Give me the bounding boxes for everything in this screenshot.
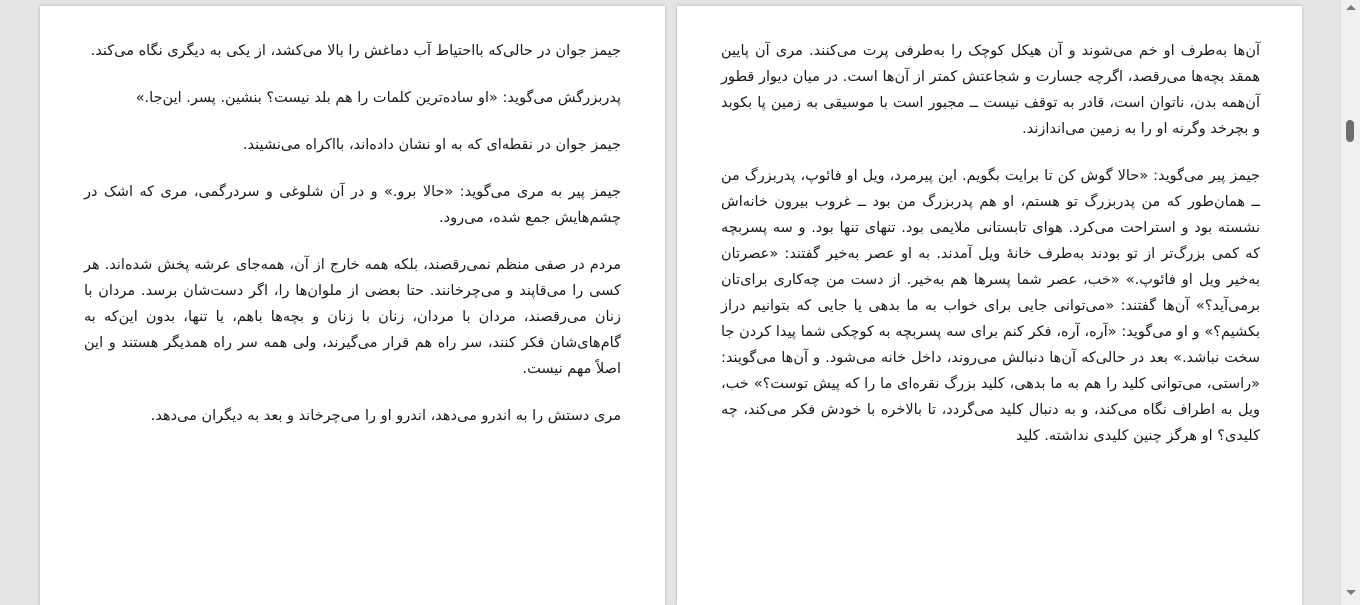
paragraph: جیمز جوان در حالی‌که بااحتیاط آب دماغش را بالا می‌کشد، از یکی به دیگری نگاه می‌کند.: [90, 43, 621, 59]
scrollbar-thumb[interactable]: [1346, 120, 1354, 142]
page-left: [40, 6, 665, 605]
page-right-text: [721, 38, 1260, 470]
paragraph: جیمز پیر به مری می‌گوید: «حالا برو.» و در آن شلوغی و سردرگمی، مری که اشک در چشم‌هایش جمع شده، می‌رود.: [84, 184, 621, 226]
scroll-down-arrow-icon[interactable]: [1346, 590, 1356, 595]
page-left-text: [84, 38, 621, 450]
paragraph: پدربزرگش می‌گوید: «او ساده‌ترین کلمات را هم بلد نیست؟ بنشین. پسر. این‌جا.»: [135, 90, 621, 106]
scroll-up-arrow-icon[interactable]: [1346, 5, 1356, 10]
paragraph: مری دستش را به اندرو می‌دهد، اندرو او را می‌چرخاند و بعد به دیگران می‌دهد.: [150, 408, 621, 424]
paragraph: جیمز جوان در نقطه‌ای که به او نشان داده‌اند، بااکراه می‌نشیند.: [242, 137, 621, 153]
paragraph: مردم در صفی منظم نمی‌رقصند، بلکه همه خارج از آن، همه‌جای عرشه پخش شده‌اند. هر کسی را می‌قاپند و می‌چرخانند. حتا بعضی از ملوان‌ها را، اگر دست‌شان برسد. مردان با زنان می‌رقصند، مردان با مردان، زنان با زنان و بچه‌ها باهم، یا تنها، بدون این‌که به گام‌های‌شان فکر کنند، سر راه هم قرار می‌گیرند، ولی همه سر راه همدیگر هستند و این اصلاً مهم نیست.: [84, 257, 621, 377]
paragraph: جیمز پیر می‌گوید: «حالا گوش کن تا برایت بگویم. این پیرمرد، ویل او فائوپ، پدربزرگ من ــ همان‌طور که من پدربزرگ تو هستم، او هم پدربزرگ من بود ــ غروب بیرون خانه‌اش نشسته بود و استراحت می‌کرد. هوای تابستانی ملایمی بود. تنهای تنها بود. و سه پسربچه که کمی بزرگ‌تر از تو بودند به‌طرف خانهٔ ویل آمدند. به او عصر به‌خیر گفتند: «عصرتان به‌خیر ویل او فائوپ.» «خب، عصر شما پسرها هم به‌خیر. از دست من چه‌کاری برای‌تان برمی‌آید؟» آن‌ها گفتند: «می‌توانی جایی برای خواب به ما بدهی یا جایی که بتوانیم دراز بکشیم؟» و او می‌گوید: «آره، آره، فکر کنم برای سه پسربچه به کوچکی شما پیدا کردن جا سخت نباشد.» بعد در حالی‌که آن‌ها دنبالش می‌روند، داخل خانه می‌شود. و آن‌ها می‌گویند: «راستی، می‌توانی کلید را هم به ما بدهی، کلید بزرگ نقره‌ای ما را که پیش توست؟» خب، ویل به اطراف نگاه می‌کند، و به دنبال کلید می‌گردد، تا بالاخره با خودش فکر می‌کند، چه کلیدی؟ او هرگز چنین کلیدی نداشته. کلید: [721, 168, 1260, 444]
paragraph: آن‌ها به‌طرف او خم می‌شوند و آن هیکل کوچک را به‌طرفی پرت می‌کنند. مری آن پایین همقد بچه‌ها می‌رقصد، اگرچه جسارت و شجاعتش کمتر از آن‌ها است. در میان دیوار قطور آن‌همه بدن، ناتوان است، قادر به توقف نیست ــ مجبور است با موسیقی به زمین پا بکوبد و بچرخد وگرنه او را به زمین می‌اندازند.: [721, 43, 1260, 137]
vertical-scrollbar[interactable]: [1340, 0, 1360, 605]
page-right: [677, 6, 1302, 605]
